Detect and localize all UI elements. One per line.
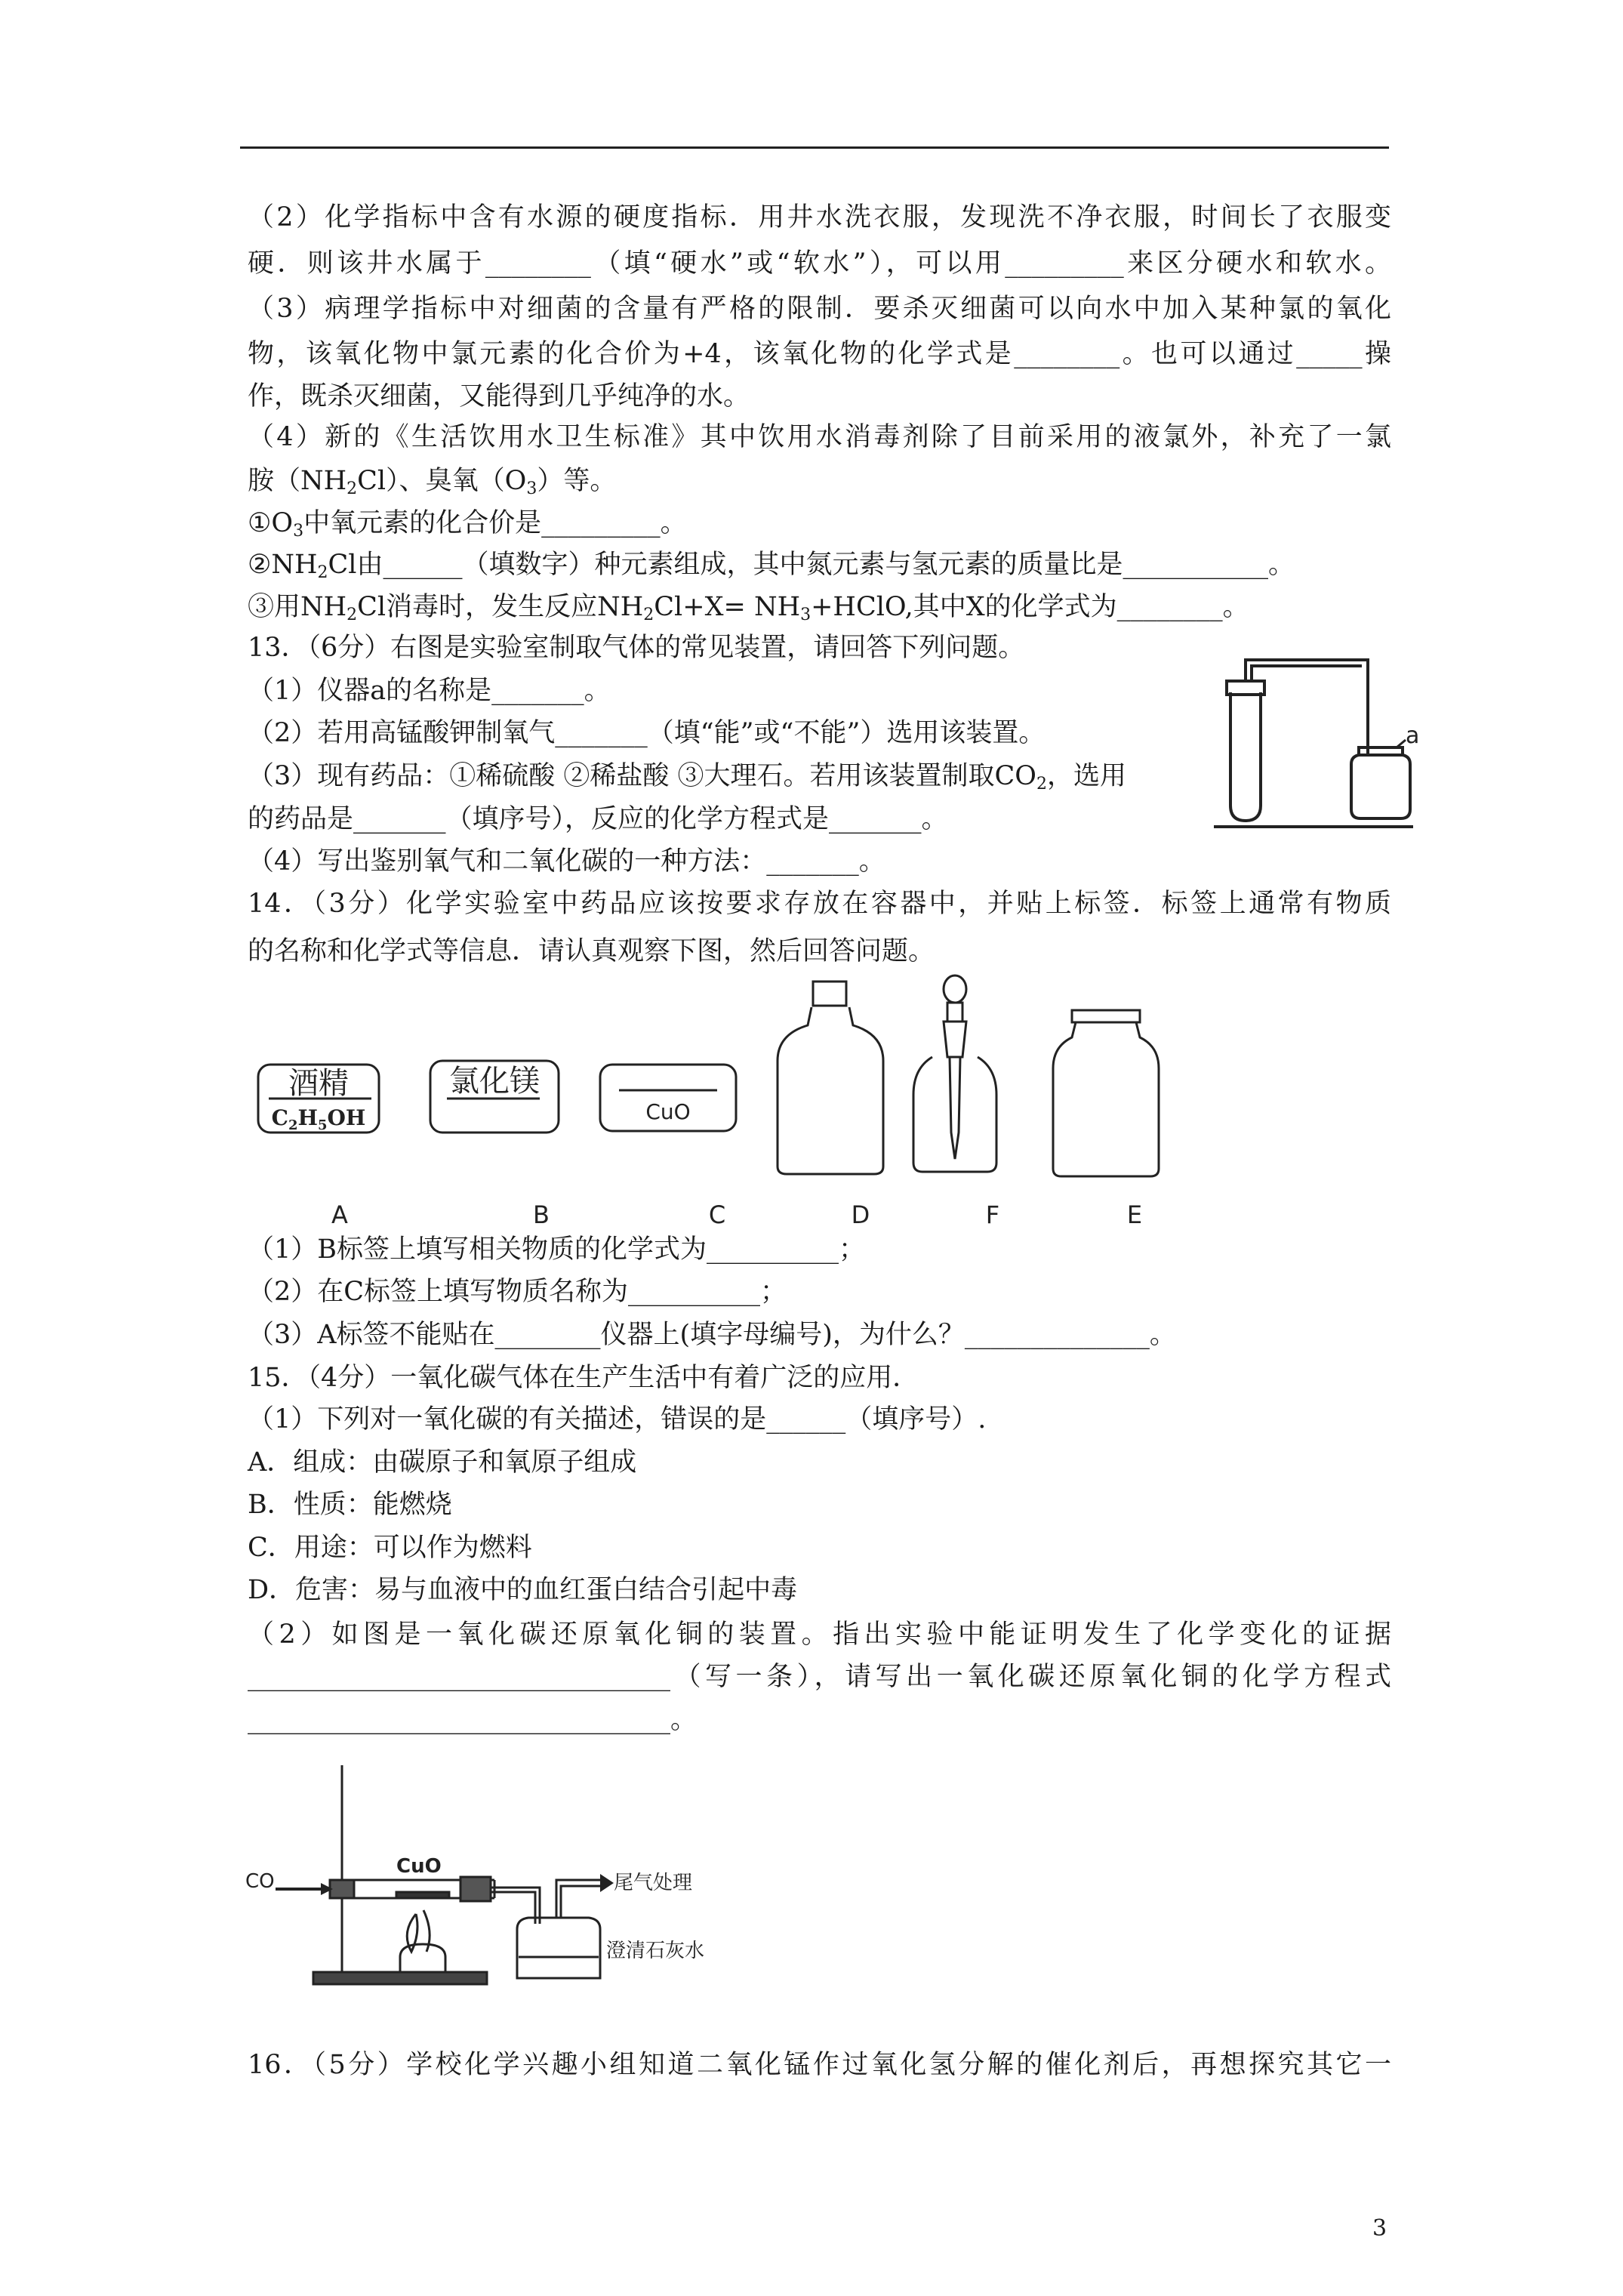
label-a-name: 酒精 <box>288 1066 349 1101</box>
text-line: $①O_3$中氧元素的化合价是_________。 <box>248 508 687 541</box>
header-rule <box>240 146 1389 149</box>
text-line: 硬．则该井水属于________（填“硬水”或“软水”），可以用_________来区分硬水和软水。 <box>248 248 1391 279</box>
text-line: 的药品是_______（填序号），反应的化学方程式是_______。 <box>248 804 948 834</box>
text-line: （4）新的《生活饮用水卫生标准》其中饮用水消毒剂除了目前采用的液氯外，补充了一氯 <box>248 422 1391 452</box>
text-line: （1）B标签上填写相关物质的化学式为__________； <box>248 1234 865 1265</box>
reagent-labels-figure <box>249 974 1223 1231</box>
text-line: 胺$(NH_2Cl)$、臭氧$(O_3)$等。 <box>248 466 617 498</box>
question-13: 13．（6分）右图是实验室制取气体的常见装置，请回答下列问题。 <box>248 633 1025 663</box>
text-line: ________________________________（写一条），请写出一氧化碳还原氧化铜的化学方程式 <box>248 1662 1391 1692</box>
label-a: a <box>1406 723 1419 749</box>
caption-B: B <box>533 1200 550 1229</box>
text-line: （3）病理学指标中对细菌的含量有严格的限制．要杀灭细菌可以向水中加入某种氯的氧化 <box>248 294 1391 324</box>
text-line: （2）如图是一氧化碳还原氧化铜的装置。指出实验中能证明发生了化学变化的证据 <box>248 1620 1391 1650</box>
option-C: C．用途：可以作为燃料 <box>248 1533 532 1563</box>
text-line: $②NH_2Cl$由______（填数字）种元素组成，其中氮元素与氢元素的质量比是___________。 <box>248 550 1295 582</box>
text-line: （1）下列对一氧化碳的有关描述，错误的是______（填序号）. <box>248 1404 987 1435</box>
label-c-formula: CuO <box>645 1099 691 1124</box>
text-line: 物，该氧化物中氯元素的化合价为+4，该氧化物的化学式是________。也可以通过_____操 <box>248 339 1391 369</box>
label-cuo: CuO <box>396 1855 442 1878</box>
text-line: 作，既杀灭细菌，又能得到几乎纯净的水。 <box>248 381 750 411</box>
text-line: （1）仪器a的名称是_______。 <box>248 676 611 706</box>
label-exhaust: 尾气处理 <box>614 1872 693 1894</box>
caption-F: F <box>985 1200 1000 1229</box>
label-b-name: 氯化镁 <box>449 1064 540 1099</box>
option-D: D．危害：易与血液中的血红蛋白结合引起中毒 <box>248 1575 798 1605</box>
text-line: （3）A标签不能贴在________仪器上(填字母编号)，为什么？______________。 <box>248 1320 1176 1350</box>
co-reduction-apparatus-figure <box>245 1759 728 1993</box>
question-15: 15．（4分）一氧化碳气体在生产生活中有着广泛的应用． <box>248 1363 919 1393</box>
text-line: ③用$NH_2Cl$消毒时，发生反应$NH_2Cl+X=$ $NH_3+HClO$,其中X的化学式为________。 <box>248 592 1249 624</box>
label-co: CO <box>245 1870 275 1893</box>
option-B: B．性质：能燃烧 <box>248 1490 452 1520</box>
label-a-formula: $C_2H_5OH$ <box>271 1105 366 1133</box>
question-14: 14．（3分）化学实验室中药品应该按要求存放在容器中，并贴上标签．标签上通常有物质 <box>248 889 1391 919</box>
caption-E: E <box>1126 1200 1143 1229</box>
text-line: （2）在C标签上填写物质名称为__________； <box>248 1277 787 1307</box>
text-line: 的名称和化学式等信息．请认真观察下图，然后回答问题。 <box>248 936 935 966</box>
caption-A: A <box>331 1200 348 1229</box>
text-line: （2）若用高锰酸钾制氧气_______（填“能”或“不能”）选用该装置。 <box>248 718 1046 748</box>
caption-C: C <box>708 1200 726 1229</box>
text-line: （2）化学指标中含有水源的硬度指标．用井水洗衣服，发现洗不净衣服，时间长了衣服变 <box>248 202 1391 233</box>
option-A: A．组成：由碳原子和氧原子组成 <box>248 1447 637 1478</box>
question-16: 16．（5分）学校化学兴趣小组知道二氧化锰作过氧化氢分解的催化剂后，再想探究其它一 <box>248 2050 1391 2080</box>
gas-generation-apparatus-figure <box>1208 651 1419 832</box>
label-limewater: 澄清石灰水 <box>606 1940 705 1962</box>
text-line: ________________________________。 <box>248 1705 698 1735</box>
page-number: 3 <box>1372 2215 1387 2242</box>
text-line: （3）现有药品：①稀硫酸 ②稀盐酸 ③大理石。若用该装置制取$CO_2$，选用 <box>248 761 1127 794</box>
caption-D: D <box>851 1200 870 1229</box>
text-line: （4）写出鉴别氧气和二氧化碳的一种方法：_______。 <box>248 846 885 877</box>
